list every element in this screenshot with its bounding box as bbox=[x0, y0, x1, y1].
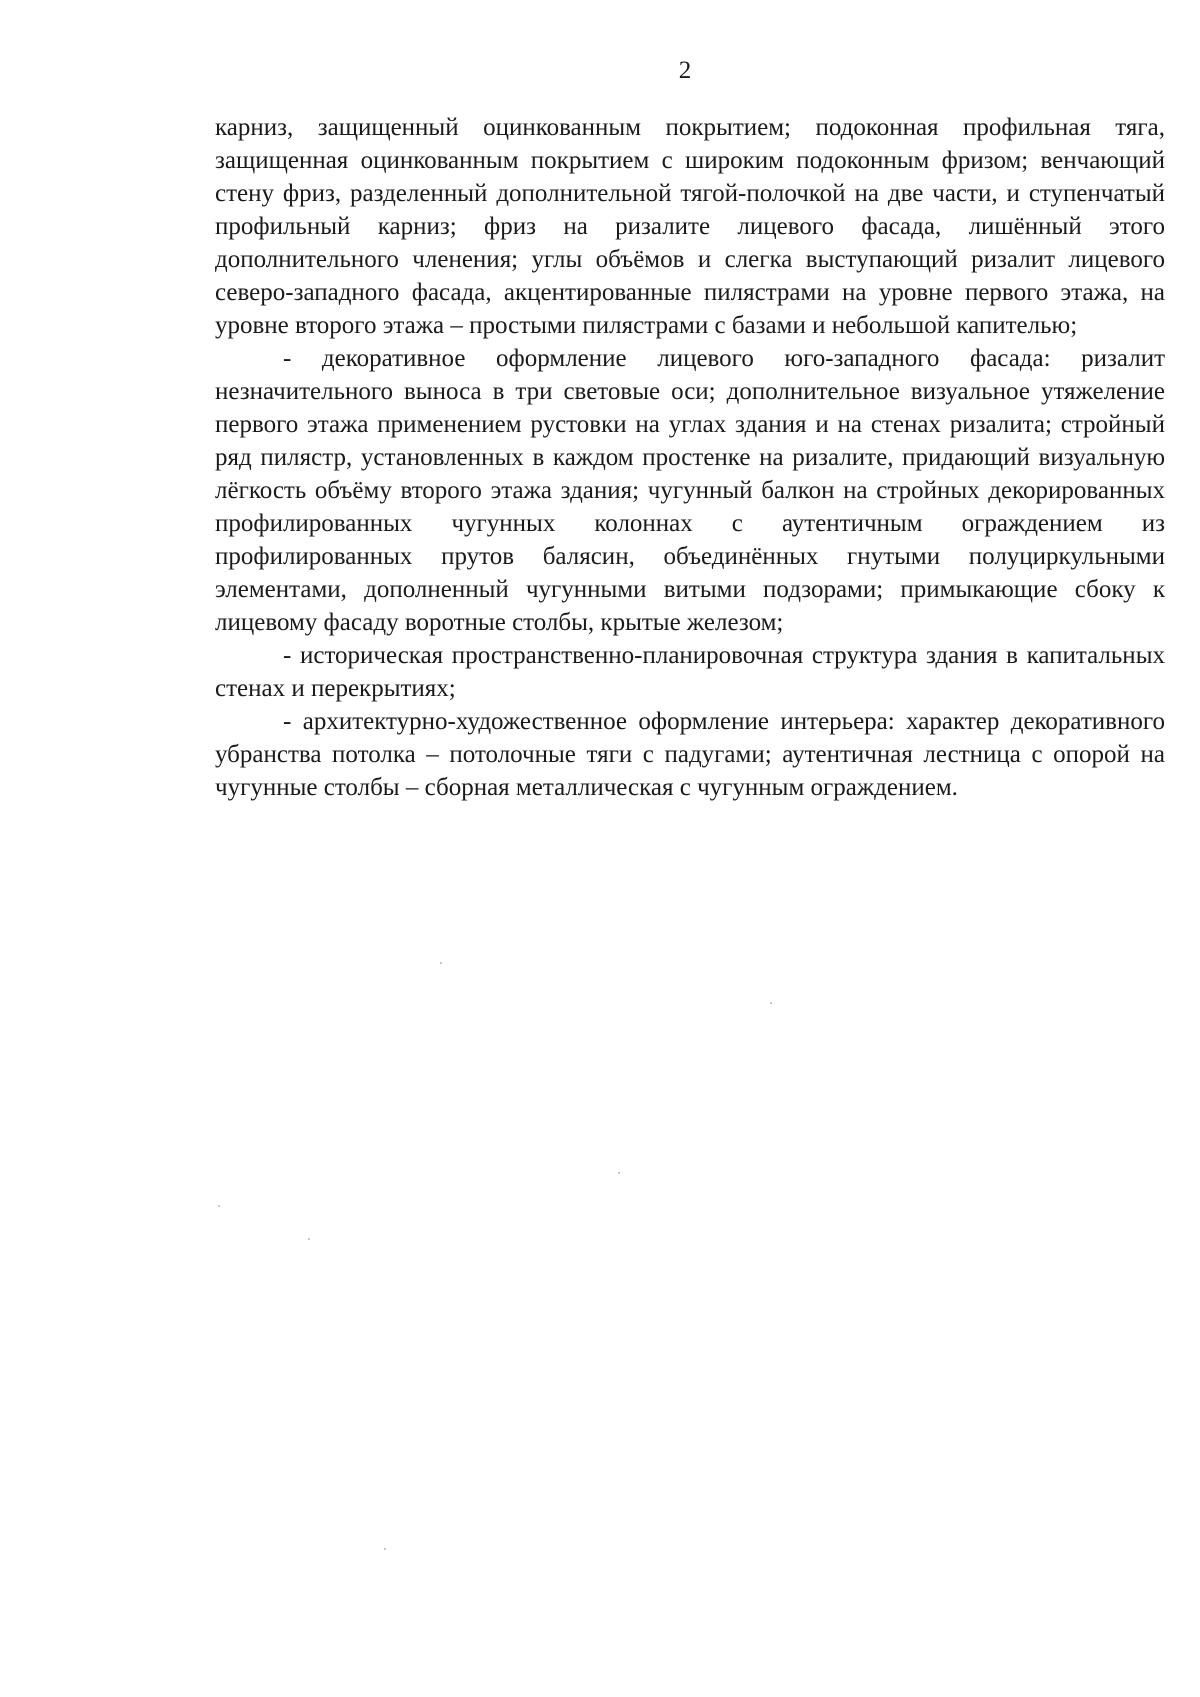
scan-speck bbox=[770, 1002, 772, 1004]
scan-speck bbox=[218, 1205, 220, 1207]
paragraph-continuation: карниз, защищенный оцинкованным покрытием; подоконная профильная тяга, защищенная оцинкованным покрытием с широким подоконным фризом; венчающий стену фриз, разделенный дополнительной тягой-полочкой на две части, и ступенчатый профильный карниз; фриз на ризалите лицевого фасада, лишённый этого дополнительного членения; углы объёмов и слегка выступающий ризалит лицевого северо-западного фасада, акцентированные пилястрами на уровне первого этажа, на уровне второго этажа – простыми пилястрами с базами и небольшой капителью; bbox=[215, 114, 1165, 339]
page-number: 2 bbox=[678, 57, 692, 84]
scan-speck bbox=[440, 962, 442, 964]
paragraph-interior-decoration: - архитектурно-художественное оформление интерьера: характер декоративного убранства потолка – потолочные тяги с падугами; аутентичная лестница с опорой на чугунные столбы – сборная металлическая с чугунным ограждением. bbox=[215, 708, 1165, 801]
paragraph-planning-structure: - историческая пространственно-планировочная структура здания в капитальных стенах и перекрытиях; bbox=[215, 642, 1165, 702]
scan-speck bbox=[618, 1172, 620, 1174]
scan-speck bbox=[308, 1238, 310, 1240]
paragraph-facade-decoration: - декоративное оформление лицевого юго-западного фасада: ризалит незначительного выноса в три световые оси; дополнительное визуальное утяжеление первого этажа применением рустовки на углах здания и на стенах ризалита; стройный ряд пилястр, установленных в каждом простенке на ризалите, придающий визуальную лёгкость объёму второго этажа здания; чугунный балкон на стройных декорированных профилированных чугунных колоннах с аутентичным ограждением из профилированных прутов балясин, объединённых гнутыми полуциркульными элементами, дополненный чугунными витыми подзорами; примыкающие сбоку к лицевому фасаду воротные столбы, крытые железом; bbox=[215, 345, 1165, 636]
scan-speck bbox=[384, 1548, 386, 1550]
document-body bbox=[215, 111, 1165, 804]
